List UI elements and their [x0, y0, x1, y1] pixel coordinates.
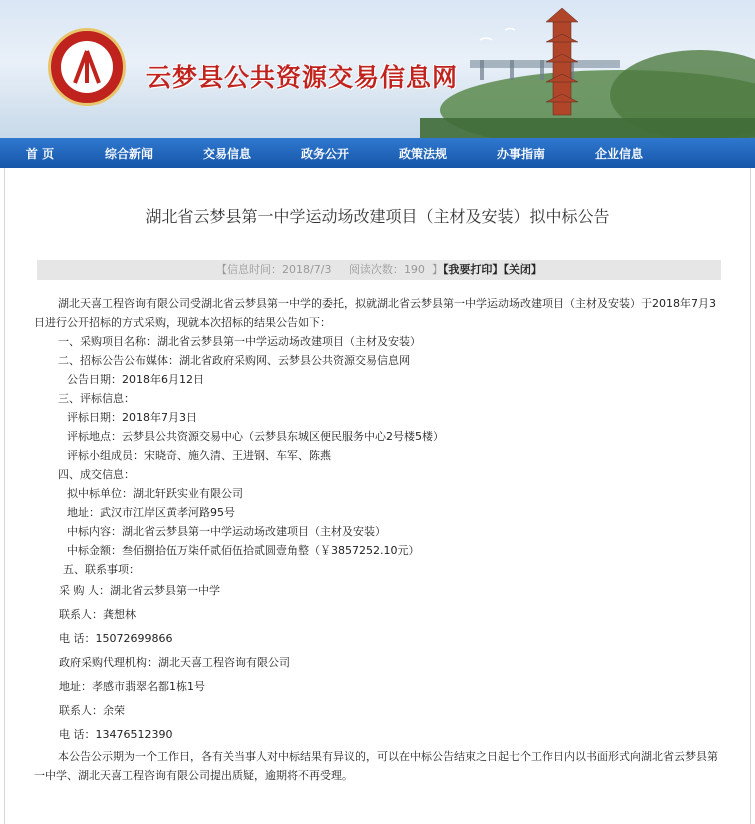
nav-home[interactable]: 首 页: [25, 146, 55, 161]
nav-policy[interactable]: 政策法规: [398, 146, 447, 161]
item-eval-date: 评标日期：2018年7月3日: [67, 411, 197, 424]
contact-list: [34, 579, 724, 747]
item-eval-members: 评标小组成员：宋晓奇、施久清、王进钢、车军、陈燕: [67, 449, 331, 462]
main-nav: [0, 138, 755, 168]
section-contacts: 五、联系事项：: [63, 563, 140, 576]
date-label: 【信息时间：: [216, 263, 283, 276]
nav-enterprise[interactable]: 企业信息: [594, 146, 643, 161]
site-logo[interactable]: [48, 28, 126, 106]
page-title: 湖北省云梦县第一中学运动场改建项目（主材及安装）拟中标公告: [145, 207, 610, 226]
views-label: 阅读次数：: [348, 263, 404, 276]
section-deal: 四、成交信息：: [58, 468, 135, 481]
contact-address: 地址：孝感市翡翠名都1栋1号: [59, 680, 205, 693]
site-title: 云梦县公共资源交易信息网: [146, 63, 459, 92]
item-winner-address: 地址：武汉市江岸区黄孝河路95号: [67, 506, 235, 519]
article-body: [34, 294, 724, 785]
contact-person-2: 联系人：余荣: [59, 704, 125, 717]
contact-purchaser: 采 购 人：湖北省云梦县第一中学: [59, 584, 220, 597]
close-link[interactable]: 【关闭】: [503, 263, 542, 276]
contact-person-1: 联系人：龚想林: [59, 608, 136, 621]
item-project-name: 一、采购项目名称：湖北省云梦县第一中学运动场改建项目（主材及安装）: [58, 335, 421, 348]
header-banner: [0, 0, 755, 138]
publish-date: 2018/7/3: [282, 263, 332, 276]
intro-paragraph: 湖北天喜工程咨询有限公司受湖北省云梦县第一中学的委托，拟就湖北省云梦县第一中学运动场改建项目（主材及安装）于2018年7月3日进行公开招标的方式采购，现就本次招标的结果公告如下：: [34, 297, 716, 329]
article-meta-bar: [37, 260, 721, 280]
contact-agency: 政府采购代理机构：湖北天喜工程咨询有限公司: [59, 656, 290, 669]
item-bid-amount: 中标金额：叁佰捌拾伍万柒仟贰佰伍拾贰圆壹角整（￥3857252.10元）: [67, 544, 420, 557]
item-bid-content: 中标内容：湖北省云梦县第一中学运动场改建项目（主材及安装）: [67, 525, 386, 538]
nav-government[interactable]: 政务公开: [300, 146, 349, 161]
section-evaluation: 三、评标信息：: [58, 392, 135, 405]
item-winner: 拟中标单位：湖北轩跃实业有限公司: [67, 487, 243, 500]
item-eval-place: 评标地点：云梦县公共资源交易中心（云梦县东城区便民服务中心2号楼5楼）: [67, 430, 444, 443]
contact-phone-1: 电 话：15072699866: [59, 632, 173, 645]
contact-phone-2: 电 话：13476512390: [59, 728, 173, 741]
nav-trade-info[interactable]: 交易信息: [202, 146, 251, 161]
meta-close-bracket: 】: [431, 263, 443, 276]
item-media: 二、招标公告公布媒体：湖北省政府采购网、云梦县公共资源交易信息网: [58, 354, 410, 367]
logo-emblem-icon: [61, 41, 113, 93]
item-notice-date: 公告日期：2018年6月12日: [67, 373, 204, 386]
nav-news[interactable]: 综合新闻: [104, 146, 153, 161]
print-link[interactable]: 【我要打印】: [442, 263, 504, 276]
view-count: 190: [403, 263, 425, 276]
closing-paragraph: 本公告公示期为一个工作日，各有关当事人对中标结果有异议的，可以在中标公告结束之日起七个工作日内以书面形式向湖北省云梦县第一中学、湖北天喜工程咨询有限公司提出质疑，逾期将不再受理。: [34, 750, 718, 782]
content-area: [4, 168, 751, 824]
nav-guide[interactable]: 办事指南: [496, 146, 545, 161]
